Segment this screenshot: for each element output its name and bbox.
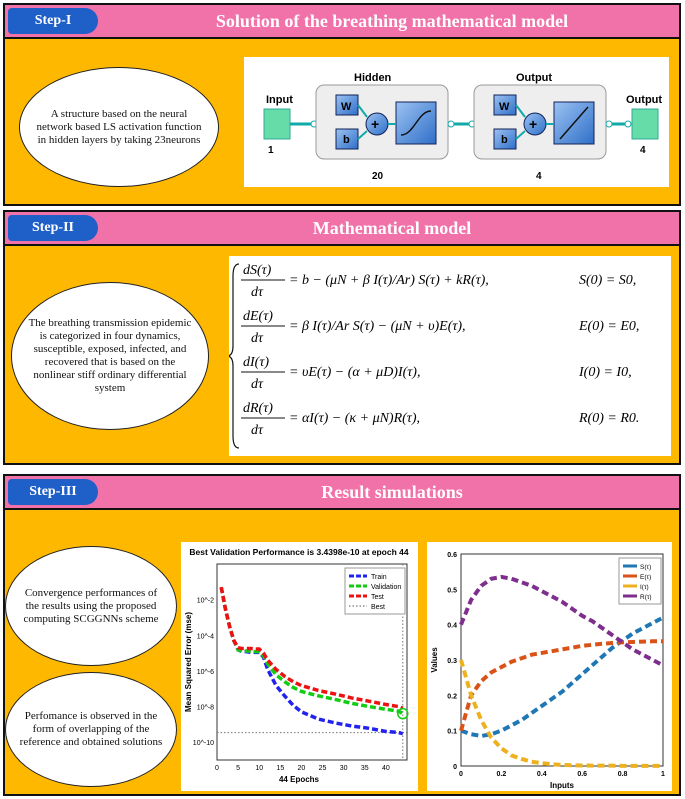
chart2-ytick: 0.4 bbox=[447, 622, 457, 630]
chart2-legend-label: S(τ) bbox=[640, 564, 652, 571]
performance-chart-svg bbox=[181, 542, 418, 791]
chart1-xtick: 5 bbox=[236, 765, 241, 772]
chart2-ytick: 0.5 bbox=[447, 587, 457, 595]
chart2-xtick: 1 bbox=[661, 771, 665, 778]
input-node bbox=[264, 109, 290, 139]
chart1-xtick: 20 bbox=[297, 765, 306, 772]
system-brace bbox=[229, 264, 239, 448]
chart1-xtick: 0 bbox=[215, 765, 219, 772]
chart2-xlabel: Inputs bbox=[550, 781, 574, 790]
chart1-legend-label: Test bbox=[371, 594, 384, 601]
chart1-title: Best Validation Performance is 3.4398e-10 at epoch 44 bbox=[189, 547, 409, 557]
solution-chart bbox=[427, 542, 672, 791]
step-1-header bbox=[5, 5, 679, 39]
chart1-xtick: 35 bbox=[360, 765, 369, 772]
chart2-xtick: 0.2 bbox=[496, 771, 507, 778]
chart2-ylabel: Values bbox=[430, 647, 439, 673]
hidden-bias-label: b bbox=[343, 134, 350, 146]
output-layer-size: 4 bbox=[536, 171, 542, 182]
step-1-panel bbox=[3, 3, 681, 206]
chart2-ytick: 0.2 bbox=[447, 693, 457, 701]
equation-lhs-num: dE(τ) bbox=[243, 309, 273, 324]
plus-glyph: + bbox=[371, 116, 380, 132]
equation-rhs: = αI(τ) − (κ + μN)R(τ), bbox=[289, 411, 420, 426]
step-1-label: Step-I bbox=[8, 8, 98, 34]
step-3-description-2: Perfomance is observed in the form of overlapping of the reference and obtained solutions bbox=[5, 672, 177, 787]
chart1-ytick: 10^-6 bbox=[196, 668, 214, 676]
hidden-weight-label: W bbox=[341, 101, 352, 113]
equation-lhs-num: dS(τ) bbox=[243, 263, 272, 278]
chart1-legend-label: Validation bbox=[371, 584, 402, 591]
equation-rhs: = b − (μN + β I(τ)/Ar) S(τ) + kR(τ), bbox=[289, 273, 489, 288]
chart2-legend-label: E(τ) bbox=[640, 574, 652, 581]
output-layer-label: Output bbox=[516, 72, 553, 84]
chart2-ytick: 0.3 bbox=[447, 658, 457, 665]
hidden-label: Hidden bbox=[354, 72, 392, 84]
network-svg bbox=[244, 57, 669, 187]
step-1-title: Solution of the breathing mathematical model bbox=[215, 11, 569, 31]
initial-condition: S(0) = S0, bbox=[579, 273, 637, 288]
equation-rhs: = υE(τ) − (α + μD)I(τ), bbox=[289, 365, 421, 380]
chart1-ytick: 10^-2 bbox=[196, 597, 214, 605]
input-size: 1 bbox=[268, 145, 274, 156]
initial-condition: E(0) = E0, bbox=[579, 319, 640, 334]
equation-lhs-den: dτ bbox=[251, 423, 264, 438]
chart1-legend-label: Train bbox=[371, 574, 387, 581]
step-2-title: Mathematical model bbox=[312, 218, 472, 238]
step-3-label: Step-III bbox=[8, 479, 98, 505]
input-label: Input bbox=[266, 94, 293, 106]
equation-lhs-den: dτ bbox=[251, 285, 264, 300]
equation-lhs-den: dτ bbox=[251, 377, 264, 392]
equation-rhs: = β I(τ)/Ar S(τ) − (μN + υ)E(τ), bbox=[289, 319, 466, 334]
initial-condition: I(0) = I0, bbox=[579, 365, 632, 380]
step-3-header bbox=[5, 476, 679, 510]
chart1-xtick: 25 bbox=[318, 765, 327, 772]
chart1-xtick: 40 bbox=[381, 765, 390, 772]
chart2-ytick: 0.1 bbox=[447, 728, 457, 736]
step-2-panel bbox=[3, 210, 681, 465]
chart1-xtick: 15 bbox=[276, 765, 285, 772]
chart1-ylabel: Mean Squared Error (mse) bbox=[184, 611, 193, 713]
chart1-xtick: 30 bbox=[339, 765, 348, 772]
step-3-title: Result simulations bbox=[321, 482, 463, 502]
svg-text:+: + bbox=[529, 116, 538, 132]
final-output-size: 4 bbox=[640, 145, 646, 156]
step-2-description: The breathing transmission epidemic is categorized in four dynamics, susceptible, exposed, infected, and recovered that is based on the nonlinear stiff ordinary differential system bbox=[11, 282, 209, 430]
output-node bbox=[632, 109, 658, 139]
equations-svg bbox=[229, 256, 671, 456]
equation-lhs-num: dR(τ) bbox=[243, 401, 273, 416]
chart1-legend-label: Best bbox=[371, 604, 386, 611]
neural-network-diagram bbox=[244, 57, 669, 187]
output-bias-label: b bbox=[501, 134, 508, 146]
step-2-label: Step-II bbox=[8, 215, 98, 241]
chart2-legend-label: I(τ) bbox=[640, 584, 649, 591]
step-3-panel bbox=[3, 474, 681, 796]
chart1-ytick: 10^-10 bbox=[192, 740, 214, 748]
chart2-legend-label: R(τ) bbox=[640, 594, 652, 601]
hidden-size: 20 bbox=[372, 171, 384, 182]
equation-lhs-num: dI(τ) bbox=[243, 355, 269, 370]
chart2-ytick: 0 bbox=[453, 764, 457, 771]
chart2-xtick: 0.4 bbox=[536, 771, 547, 778]
output-weight-label: W bbox=[499, 101, 510, 113]
equation-system bbox=[229, 256, 671, 456]
equation-lhs-den: dτ bbox=[251, 331, 264, 346]
solution-chart-svg bbox=[427, 542, 672, 791]
initial-condition: R(0) = R0. bbox=[579, 411, 640, 426]
chart1-xlabel: 44 Epochs bbox=[278, 775, 320, 784]
step-2-header bbox=[5, 212, 679, 246]
step-1-description: A structure based on the neural network based LS activation function in hidden layers by taking 23neurons bbox=[19, 67, 219, 187]
step-3-description-1: Convergence performances of the results using the proposed computing SCGGNNs scheme bbox=[5, 546, 177, 666]
chart1-xtick: 10 bbox=[255, 765, 264, 772]
chart1-ytick: 10^-8 bbox=[196, 704, 214, 712]
chart2-ytick: 0.6 bbox=[447, 552, 457, 559]
performance-chart bbox=[181, 542, 418, 791]
chart1-ytick: 10^-4 bbox=[196, 633, 214, 641]
chart2-xtick: 0.6 bbox=[577, 771, 588, 778]
chart2-xtick: 0.8 bbox=[617, 771, 628, 778]
final-output-label: Output bbox=[626, 94, 663, 106]
chart2-xtick: 0 bbox=[459, 771, 463, 778]
